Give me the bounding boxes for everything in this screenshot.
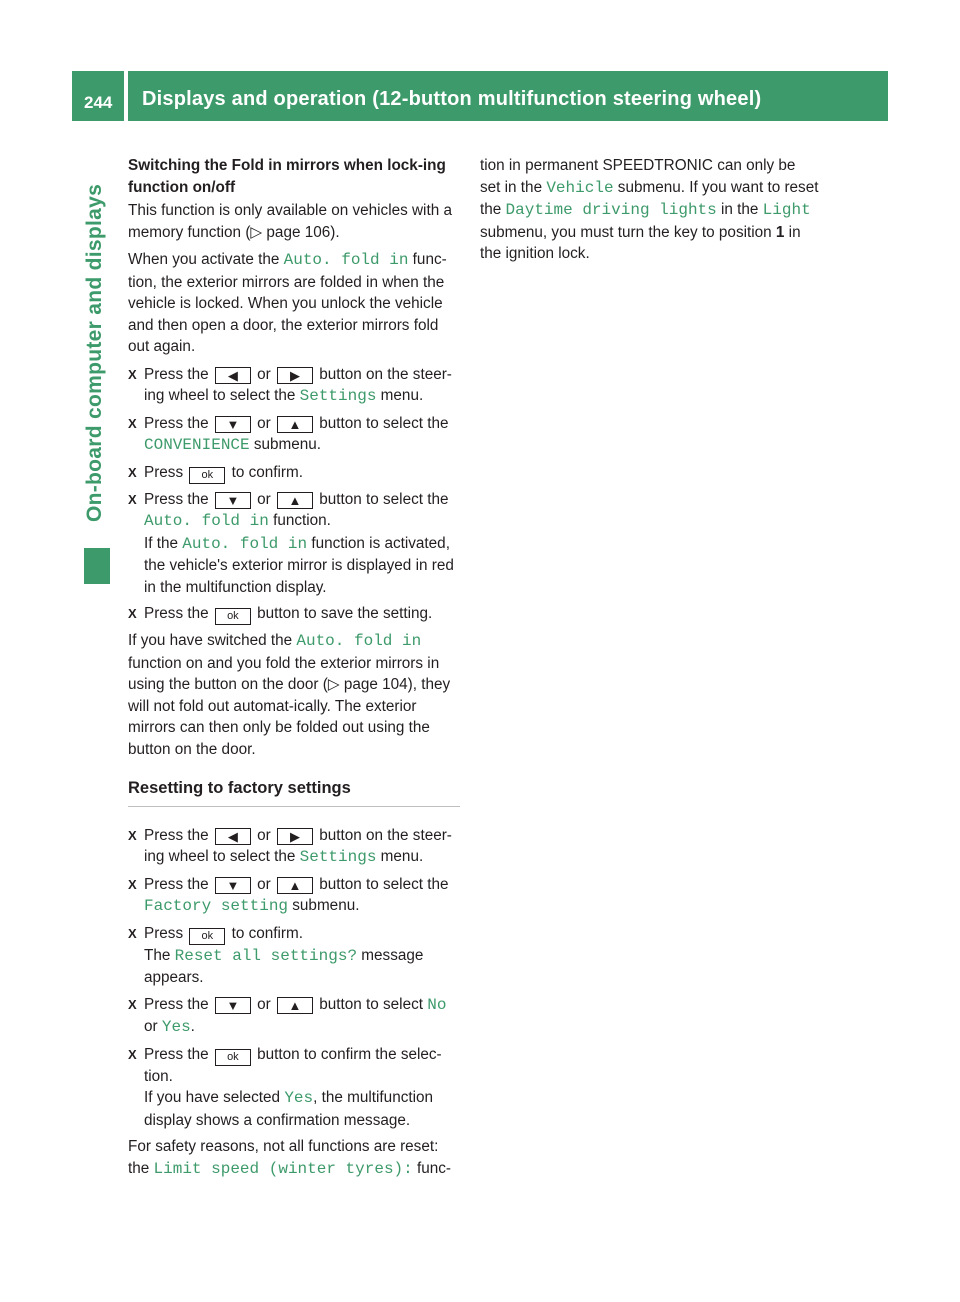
display-text: Yes — [161, 1018, 191, 1036]
text: button to select the — [314, 875, 449, 893]
down-arrow-key-icon: ▼ — [215, 997, 251, 1014]
step — [128, 462, 460, 484]
text: or — [252, 995, 275, 1013]
step — [128, 413, 460, 457]
ok-key-icon: ok — [215, 1049, 251, 1066]
ok-key-icon: ok — [189, 928, 225, 945]
text: menu. — [376, 387, 424, 404]
text: or — [252, 826, 275, 844]
down-arrow-key-icon: ▼ — [215, 416, 251, 433]
left-arrow-key-icon: ◀ — [215, 367, 251, 384]
display-text: Light — [762, 201, 811, 219]
text: Press — [144, 924, 188, 942]
text: Press — [144, 463, 188, 481]
right-arrow-key-icon: ▶ — [277, 367, 313, 384]
step — [128, 603, 460, 625]
paragraph — [128, 1136, 460, 1180]
page-title-box — [128, 71, 888, 121]
step — [128, 874, 460, 918]
left-column — [128, 155, 460, 1186]
text: or — [252, 414, 275, 432]
step — [128, 923, 460, 989]
display-text: Auto. fold in — [144, 512, 269, 530]
text: Press the — [144, 1045, 213, 1063]
page-header — [72, 71, 888, 121]
text: or — [144, 1018, 162, 1035]
step — [128, 1044, 460, 1132]
text: button on the steer-ing wheel to select the — [144, 365, 452, 404]
text: . — [190, 1018, 195, 1035]
page-title: Displays and operation (12-button multifunction steering wheel) — [142, 88, 762, 110]
up-arrow-key-icon: ▲ — [277, 416, 313, 433]
text: or — [252, 365, 275, 383]
text: or — [252, 490, 275, 508]
text: Press the — [144, 414, 213, 432]
paragraph — [128, 630, 460, 760]
text: Press the — [144, 995, 213, 1013]
text: submenu. — [249, 436, 322, 453]
up-arrow-key-icon: ▲ — [277, 492, 313, 509]
text: button to select the — [314, 490, 449, 508]
up-arrow-key-icon: ▲ — [277, 997, 313, 1014]
text: If you have switched the — [128, 632, 297, 649]
display-text: Daytime driving lights — [505, 201, 717, 219]
display-text: Auto. fold in — [182, 534, 308, 553]
paragraph — [480, 155, 820, 265]
display-text: Vehicle — [546, 178, 614, 197]
paragraph — [128, 249, 460, 358]
side-tab-label: On-board computer and displays — [83, 183, 106, 522]
fold-mirrors-heading: Switching the Fold in mirrors when lock-ing function on/off — [128, 157, 446, 196]
text: tion in permanent SPEEDTRONIC can only be set in the — [480, 157, 796, 196]
text: If the — [144, 534, 183, 552]
text: Press the — [144, 826, 213, 844]
step — [128, 994, 460, 1039]
display-text: Factory setting — [144, 897, 289, 915]
display-text: Auto. fold in — [283, 251, 409, 269]
ok-key-icon: ok — [189, 467, 225, 484]
left-arrow-key-icon: ◀ — [215, 828, 251, 845]
step — [128, 489, 460, 599]
text: submenu. — [288, 897, 360, 914]
display-text: Yes — [284, 1089, 314, 1107]
reset-heading: Resetting to factory settings — [128, 778, 460, 807]
text: Press the — [144, 365, 213, 383]
display-text: Settings — [299, 848, 377, 866]
text: Press the — [144, 875, 213, 893]
text: submenu, you must turn the key to position — [480, 223, 776, 241]
text: button on the steer-ing wheel to select the — [144, 826, 452, 865]
up-arrow-key-icon: ▲ — [277, 877, 313, 894]
text: to confirm. — [227, 463, 304, 481]
display-text: Limit speed (winter tyres): — [153, 1159, 413, 1178]
display-text: Auto. fold in — [296, 632, 422, 650]
step — [128, 825, 460, 869]
display-text: CONVENIENCE — [144, 436, 250, 454]
down-arrow-key-icon: ▼ — [215, 492, 251, 509]
ignition-position: 1 — [775, 223, 785, 241]
text: Press the — [144, 490, 213, 508]
text: If you have selected — [144, 1089, 285, 1106]
text: to confirm. — [227, 924, 304, 942]
ok-key-icon: ok — [215, 608, 251, 625]
down-arrow-key-icon: ▼ — [215, 877, 251, 894]
text: in the ignition lock. — [480, 223, 801, 262]
text: submenu. If you want to reset the — [480, 178, 819, 218]
text: When you activate the — [128, 251, 284, 268]
paragraph: This function is only available on vehicles with a memory function (▷ page 106). — [128, 202, 452, 241]
text: in the — [716, 201, 763, 218]
text: function on and you fold the exterior mirrors in using the button on the door (▷ page 104), they will not fold out automat-ically. The exterior mirrors can then only be folded out using the button on the door. — [128, 654, 451, 758]
text: Press the — [144, 605, 213, 622]
text: function. — [268, 512, 331, 529]
text: , the multifunction display shows a confirmation message. — [144, 1089, 434, 1129]
page-number: 244 — [84, 93, 113, 112]
right-arrow-key-icon: ▶ — [277, 828, 313, 845]
text: func- — [412, 1159, 452, 1177]
text: button to select the — [314, 414, 449, 432]
right-column — [480, 155, 820, 271]
step — [128, 364, 460, 408]
display-text: No — [427, 995, 447, 1014]
display-text: Settings — [299, 387, 377, 405]
text: button to select — [314, 995, 428, 1013]
text: button to confirm the selec-tion. — [144, 1045, 442, 1085]
text: button to save the setting. — [252, 605, 433, 622]
text: The — [144, 946, 175, 964]
text: function is activated, the vehicle's exterior mirror is displayed in red in the multifunction display. — [144, 534, 454, 596]
side-tab-marker — [84, 548, 110, 584]
text: menu. — [376, 848, 424, 865]
text: message appears. — [144, 946, 424, 986]
text: or — [252, 875, 275, 893]
text: For safety reasons, not all functions are reset: the — [128, 1138, 439, 1177]
display-text: Reset all settings? — [174, 946, 358, 965]
text: func-tion, the exterior mirrors are folded in when the vehicle is locked. When you unlock the vehicle and then open a door, the exterior mirrors fold out again. — [128, 251, 447, 355]
